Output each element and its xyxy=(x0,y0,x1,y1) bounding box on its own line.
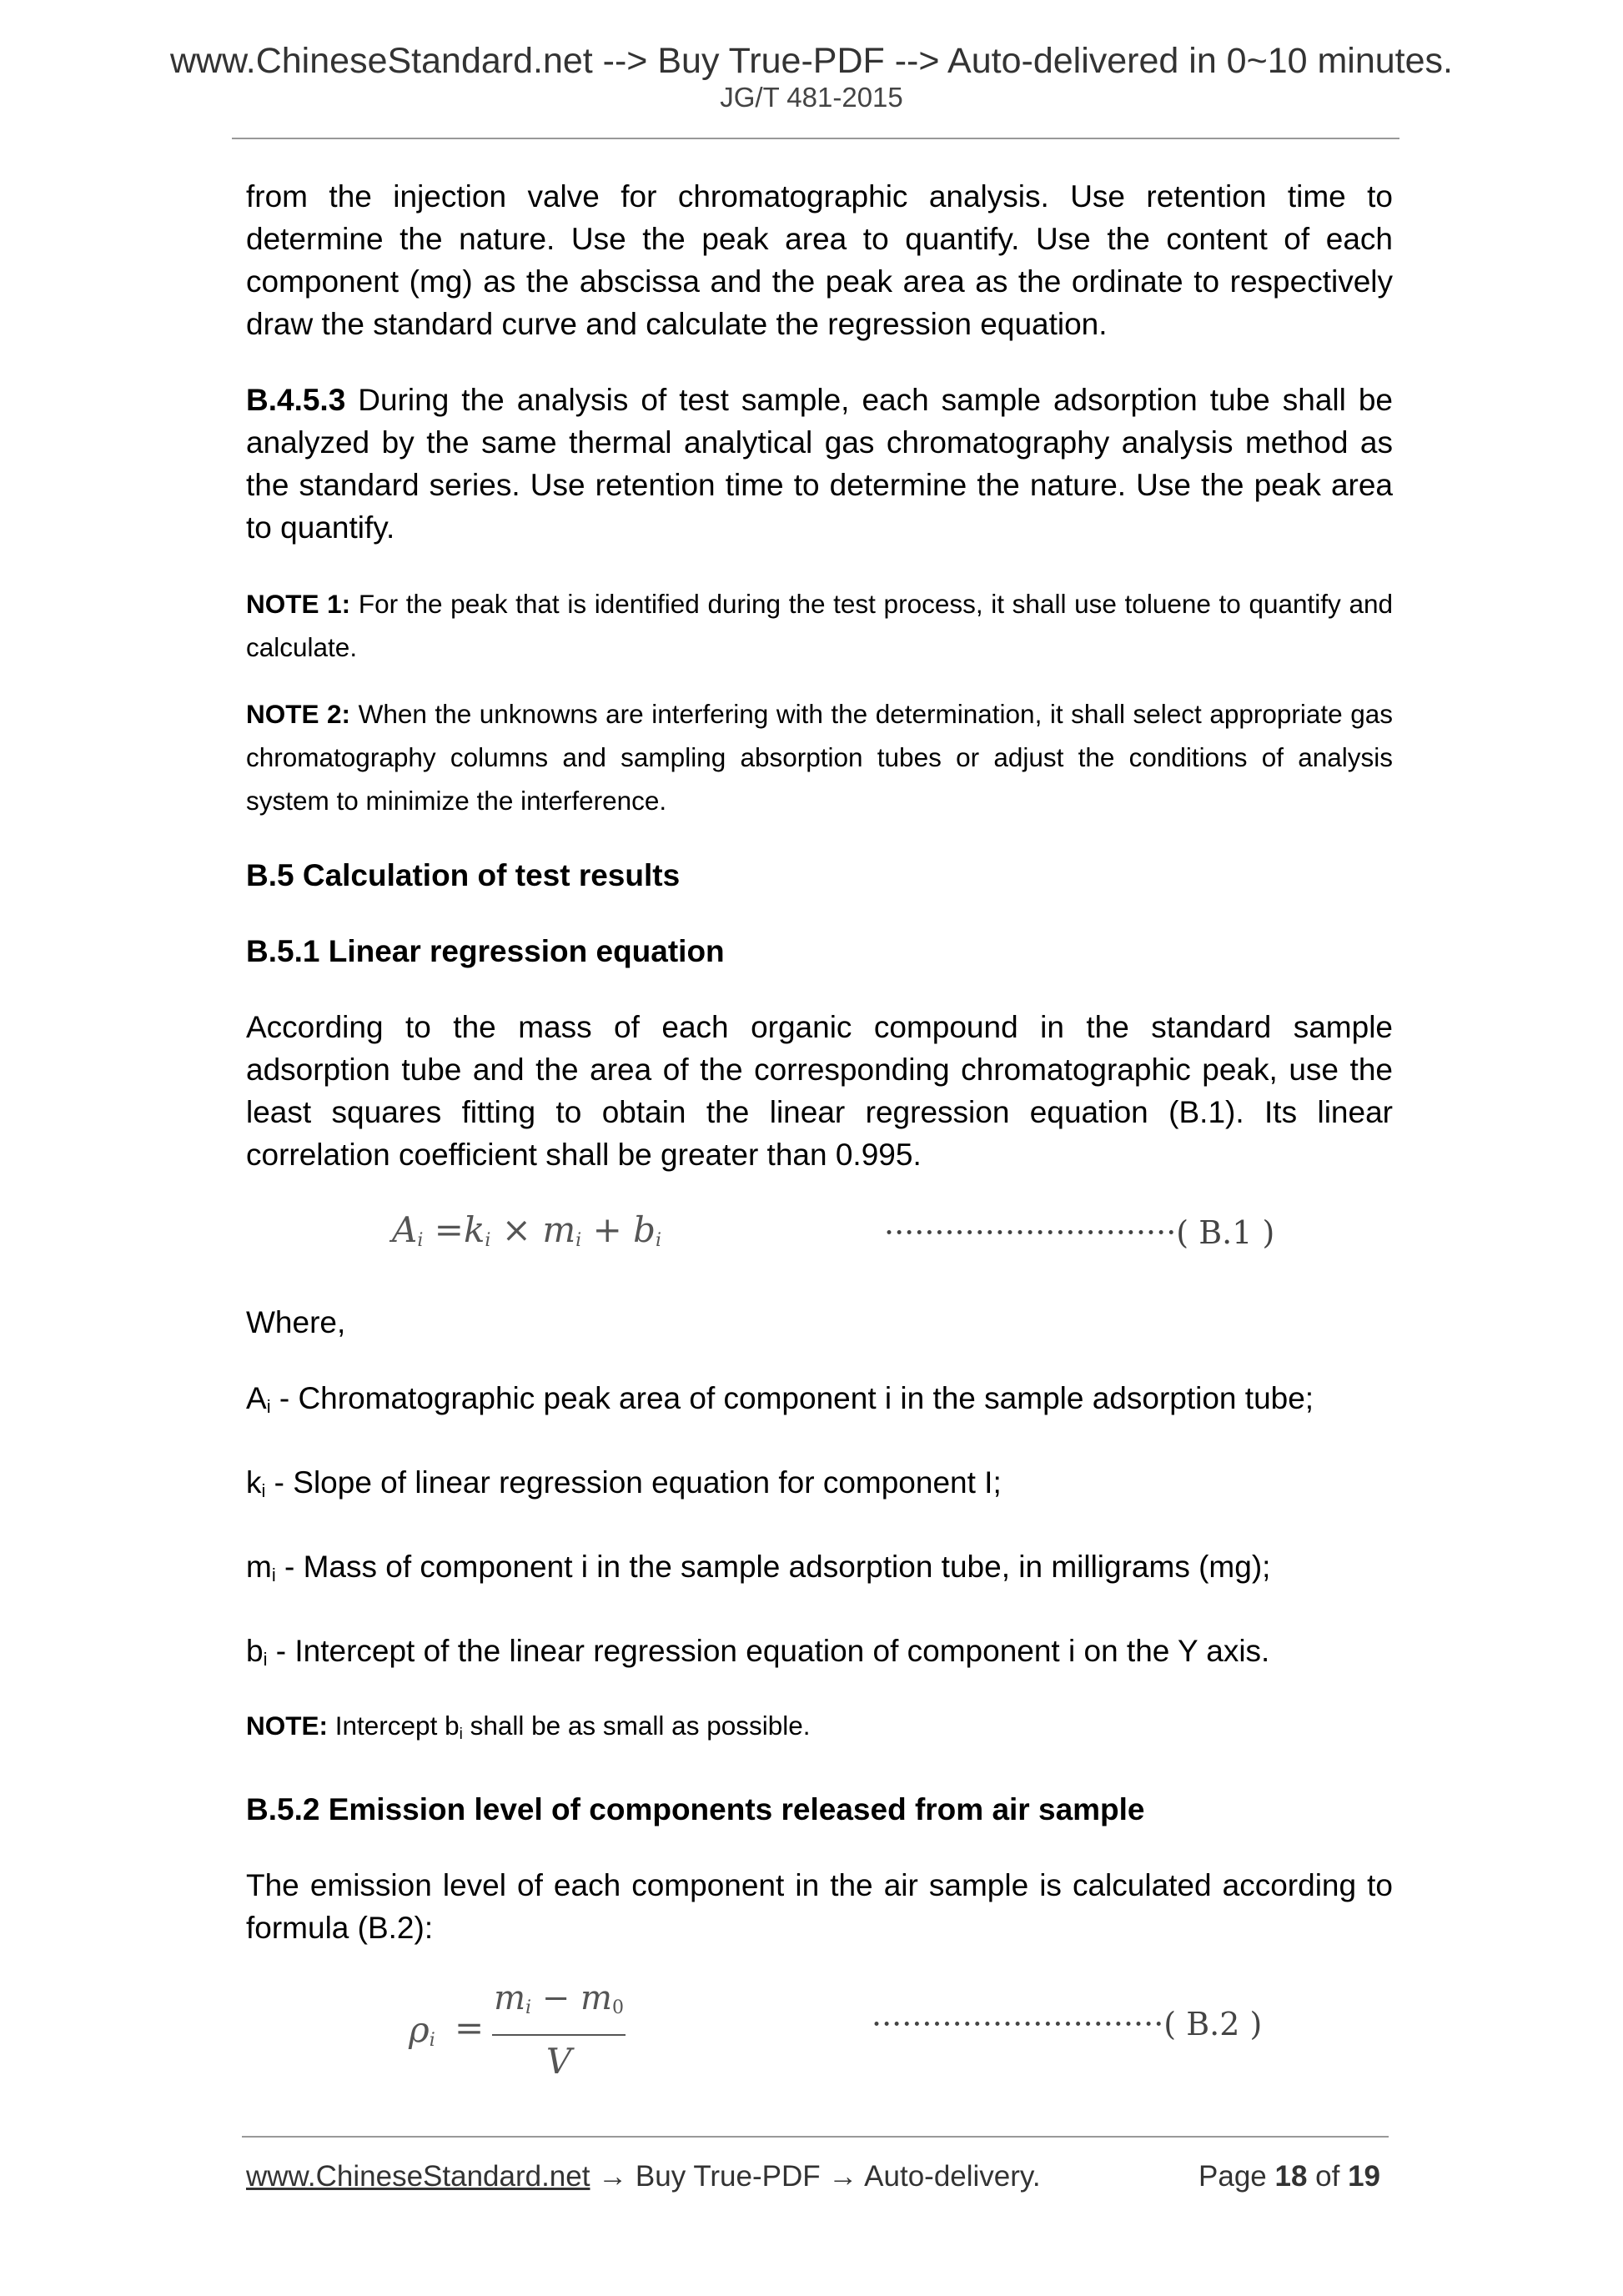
note-intercept-label: NOTE: xyxy=(246,1711,328,1741)
formula-b1 xyxy=(246,1209,1393,1276)
clause-b4-5-3 xyxy=(246,379,1393,549)
note-2-text: When the unknowns are interfering with the determination, it shall select appropriate gas chromatography columns and sampling absorption tubes or adjust the conditions of analysis system to minimize the interference. xyxy=(246,699,1394,816)
clause-b4-5-3-label: B.4.5.3 xyxy=(246,383,346,417)
note-1-label: NOTE 1: xyxy=(246,589,351,619)
site-banner: www.ChineseStandard.net --> Buy True-PDF --> Auto-delivered in 0~10 minutes. xyxy=(169,41,1453,81)
footer-tagline: → Buy True-PDF → Auto-delivery. xyxy=(590,2160,1041,2193)
note-intercept: NOTE: Intercept $b_i$ shall be as small as possible. xyxy=(246,1711,811,1743)
definition-m: $m_i$ - Mass of component i in the sample adsorption tube, in milligrams (mg); xyxy=(246,1550,1271,1585)
page-content xyxy=(246,175,1393,2099)
formula-b1-expression: $A_i =k_i \times m_i + b_i$ xyxy=(392,1209,662,1251)
definition-k: $k_i$ - Slope of linear regression equation for component I; xyxy=(246,1465,1002,1501)
note-1-text: For the peak that is identified during the test process, it shall use toluene to quantify and calculate. xyxy=(246,589,1394,662)
note-2-label: NOTE 2: xyxy=(246,699,351,729)
note-2 xyxy=(246,692,1393,822)
paragraph-injection: from the injection valve for chromatographic analysis. Use retention time to determine the nature. Use the peak area to quantify. Use the content of each component (mg) as the abscissa and the peak area as the ordinate to respectively draw the standard curve and calculate the regression equation. xyxy=(246,179,1393,341)
clause-b4-5-3-text: During the analysis of test sample, each sample adsorption tube shall be analyzed by the same thermal analytical gas chromatography analysis method as the standard series. Use retention time to determine the nature. Use the peak area to quantify. xyxy=(246,383,1393,545)
header-divider xyxy=(232,138,1399,139)
formula-b2: $\rho_i$ = $m_i - m_0$ V ·····························( B.2 ) xyxy=(409,1979,1263,2082)
footer-site-link[interactable]: www.ChineseStandard.net xyxy=(246,2160,590,2193)
standard-code: JG/T 481-2015 xyxy=(720,82,903,113)
formula-b1-number: ·····························( B.1 ) xyxy=(884,1214,1275,1251)
heading-b5: B.5 Calculation of test results xyxy=(246,858,681,892)
page-number: Page 18 of 19 xyxy=(1198,2160,1380,2193)
formula-b2-number: ·····························( B.2 ) xyxy=(872,2006,1263,2042)
heading-b5-1: B.5.1 Linear regression equation xyxy=(246,934,725,968)
paragraph-b5-1: According to the mass of each organic compound in the standard sample adsorption tube and the area of the corresponding chromatographic peak, use the least squares fitting to obtain the linear regression equation (B.1). Its linear correlation coefficient shall be greater than 0.995. xyxy=(246,1010,1393,1172)
paragraph-b5-2: The emission level of each component in the air sample is calculated according to formula (B.2): xyxy=(246,1868,1393,1945)
heading-b5-2: B.5.2 Emission level of components released from air sample xyxy=(246,1792,1145,1826)
note-1 xyxy=(246,582,1393,669)
definition-b: $b_i$ - Intercept of the linear regression equation of component i on the Y axis. xyxy=(246,1634,1270,1670)
footer-divider xyxy=(242,2136,1389,2138)
where-label: Where, xyxy=(246,1305,346,1339)
definition-A: $A_i$ - Chromatographic peak area of component i in the sample adsorption tube; xyxy=(246,1381,1314,1417)
